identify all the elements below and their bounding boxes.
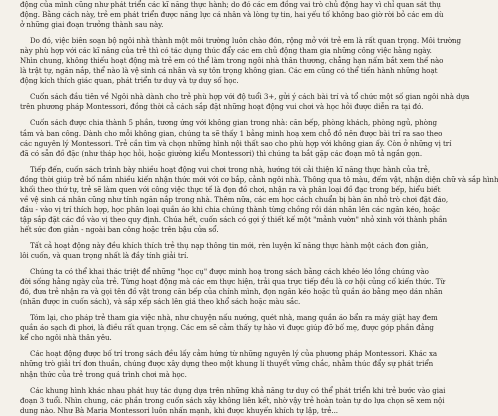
text-line: đồng thời giúp trẻ bố nắm nhiều kiến nhận thức mới với cơ bắp, cảnh ngôi nhà. Thông qua tô màu, đếm vật, nhận diện chữ và sắp hình (20, 174, 498, 184)
text-line: này phù hợp với các kĩ năng của trẻ thì có tác dụng thúc đẩy các em chủ động tham gia những công việc hằng ngày. (20, 46, 432, 56)
text-line: nhận thức của trẻ trong quá trình chơi mà học. (20, 369, 187, 379)
paragraph (20, 92, 470, 112)
text-line: những trò giải trí đơn thuần, chúng được xây dựng theo một khung lí thuyết vững chắc, nhằm thúc đẩy sự phát triển (20, 359, 434, 369)
text-line: lôi cuốn, và quan trọng nhất là đầy tính giải trí. (20, 251, 189, 261)
text-line: về vệ sinh cá nhân cũng như tính ngăn nắp trong nhà. Thêm nữa, các em học cách chuẩn bị bàn ăn nhỏ trò chơi đặt đáo, (20, 194, 449, 204)
text-line: hết sức đơn giản - ngoài ban công hoặc trên bậu cửa sổ. (20, 224, 219, 234)
text-line: Cuốn sách được chia thành 5 phần, tương ứng với không gian trong nhà: căn bếp, phòng khách, phòng ngủ, phòng (30, 118, 438, 128)
paragraph (20, 118, 452, 158)
text-line: tập sắp đặt các đồ vào vị theo quy định. Chúa hết, cuốn sách có gợi ý thiết kế một "mảnh vườn" nhỏ xinh với thành phần (20, 214, 448, 224)
text-line: (nhãn được in cuốn sách), và sắp xếp sách lên giá theo khổ sách hoặc màu sắc. (20, 297, 301, 307)
text-line: Tóm lại, cho pháp trẻ tham gia việc nhà, như chuyện nấu nướng, quét nhà, mang quần áo bẩn ra máy giặt hay đem (30, 313, 438, 323)
text-line: Chúng ta có thể khai thác triệt để những "học cụ" được minh hoạ trong sách bằng cách khéo léo lồng chúng vào (30, 267, 429, 277)
text-line: đoạn 3 tuổi. Nhìn chung, các phần trong cuốn sách xây không liên kết, nhờ vậy trẻ hoàn toàn tự do lựa chọn sẽ xem nội (20, 395, 445, 405)
text-line: Cuốn sách đầu tiên về Ngôi nhà dành cho trẻ phù hợp với độ tuổi 3+, gửi ý cách bài trí và tổ chức một số gian ngôi nhà dựa (30, 92, 470, 102)
text-line: động. Bằng cách này, trẻ em phát triển được năng lực cá nhân và lòng tự tin, hai yếu tố không bao giờ rời bỏ các em dù (20, 10, 444, 20)
text-line: là trật tự, ngăn nắp, thể nào là vệ sinh cá nhân và sự tôn trọng không gian. Các em cũng có thể tiến hành những hoạt (20, 66, 438, 76)
text-line: Các hoạt động được bố trí trong sách đều lấy cảm hứng từ những nguyên lý của phương pháp Montessori. Khác xa (30, 349, 438, 359)
paragraph (20, 0, 444, 30)
text-line: ở những giai đoạn trưởng thành sau này. (20, 20, 164, 30)
paragraph (20, 267, 445, 307)
text-line: trên phương pháp Montessori, đồng thời cả cách sắp đặt những hoạt động vui chơi và học hỏi được diễn ra tại đó. (20, 102, 424, 112)
text-line: động của mình cũng như phát triển các kĩ năng thực hành; do đó các em đồng vai trò chủ động hay vì chỉ quan sát thụ (20, 0, 441, 9)
text-line: Nhìn chung, không thiếu hoạt động mà trẻ em có thể làm trong ngôi nhà thân thương, chẳng hạn nấm bắt xem thế nào (20, 56, 444, 66)
text-line: Các khung hình khác nhau phát huy tác dụng dựa trên những khả năng tư duy có thể phát triển khi trẻ bước vào giai (30, 385, 446, 395)
paragraph (20, 385, 446, 416)
text-line: kể cho ngôi nhà thân yêu. (20, 333, 112, 343)
paragraph (20, 164, 498, 235)
paragraph (20, 349, 438, 379)
paragraph (20, 36, 462, 86)
text-line: đầu - vào vị trí thích hợp, học phân loại quần áo khi chia chúng thành từng chồng rồi dán nhãn lên các ngăn kéo, hoặc (20, 204, 440, 214)
paragraph (20, 240, 429, 261)
text-line: động kích thích giác quan, phát triển tư duy và tự duy số học. (20, 76, 239, 86)
text-line: tắm và ban công. Dành cho mỗi không gian, chúng ta sẽ thấy 1 bảng minh hoạ xem chỗ đồ nên được bài trí ra sao theo (20, 128, 443, 138)
text-line: các nguyên lý Montessori. Trẻ cần tìm và chọn những hình nội thất sao cho phù hợp với không gian ấy. Còn ở những vị trí (20, 138, 452, 148)
text-line: đời sống hằng ngày của trẻ. Từng hoạt động mà các em thực hiện, trải qua trực tiếp đều là cơ hội củng cố kiến thức. Từ (20, 277, 445, 287)
text-line: dung nào. Như Bà Maria Montessori luôn nhấn mạnh, khi được khuyến khích tự lập, trẻ... (20, 405, 339, 415)
paragraph (20, 313, 438, 343)
text-line: khối theo thứ tự, trẻ sẽ làm quen với công việc thực tế là đọn đồ chơi, nhận ra và phân loại đồ đạc trong bếp, hiểu biết (20, 184, 441, 194)
text-line: đã có sẵn đồ đặc (như tháp học hỏi, hoặc giường kiểu Montessori) thì chúng ta bắt gặp các đoạn mô tả ngắn gọn. (20, 148, 423, 158)
text-line: Tiếp đến, cuốn sách trình bày nhiều hoạt động vui chơi trong nhà, hướng tới cải thiện kĩ năng thực hành của trẻ, (30, 164, 430, 174)
text-line: Do đó, việc biên soạn bộ ngôi nhà thành một môi trường luôn chào đón, rộng mở với trẻ em là rất quan trọng. Môi trường (30, 36, 462, 46)
text-line: Tất cả hoạt động này đều khích thích trẻ thụ nạp thông tin mới, rèn luyện kĩ năng thực hành một cách đơn giản, (30, 240, 429, 250)
text-line: quần áo sạch đi phơi, là điều rất quan trọng. Các em sẽ cảm thấy tự hào vì được giúp đỡ bố mẹ, được góp phần đảng (20, 323, 434, 333)
text-line: đó, đưa trẻ nhận ra và gọi tên đồ vật trong căn bếp của chính mình, đọn ngăn kéo hoặc tủ quần áo bằng mẹo dán nhãn (20, 287, 443, 297)
